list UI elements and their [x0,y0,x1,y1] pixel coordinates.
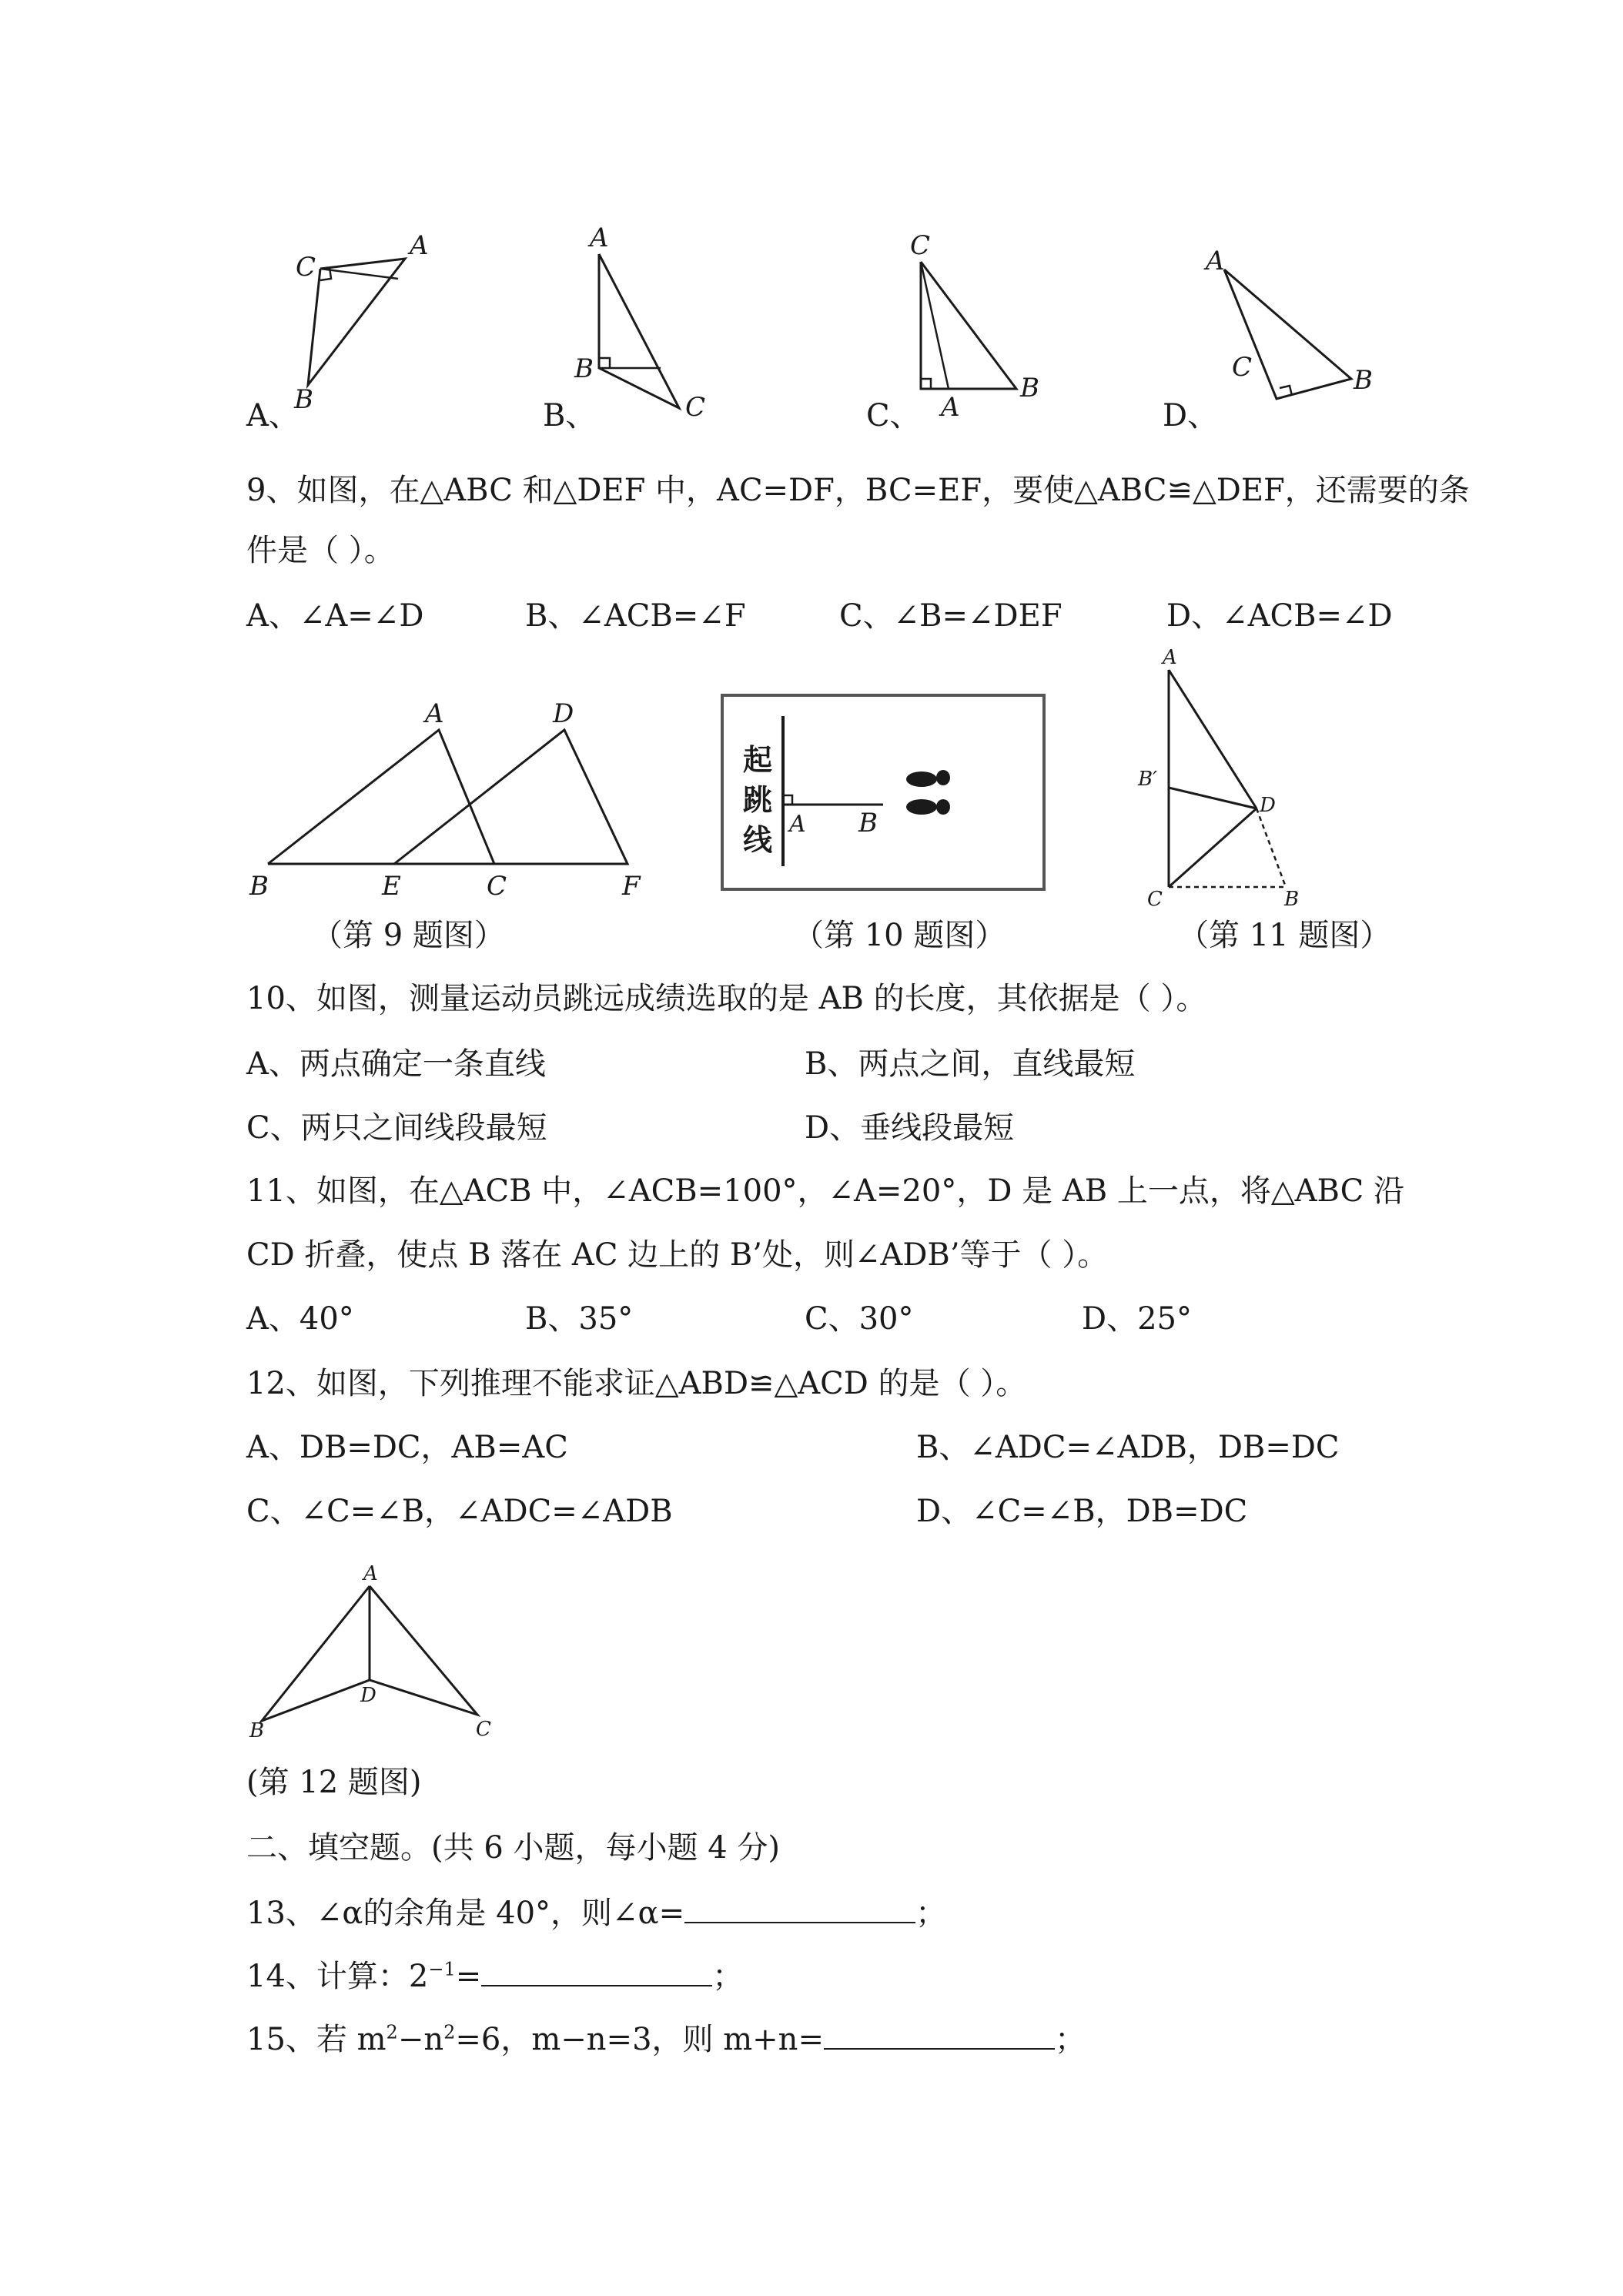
q15-prefix: 15、若 m [246,2022,387,2057]
q12-option-c[interactable]: C、∠C=∠B，∠ADC=∠ADB [246,1494,673,1529]
q10-board-char-3: 线 [743,822,773,857]
q11-option-b[interactable]: B、35° [525,1301,634,1337]
q9-stem-line2: 件是（ ）。 [246,533,395,568]
q11-label-B-prime: B′ [1138,768,1158,791]
q14-equals: = [455,1959,482,1994]
q11-label-D: D [1260,794,1276,817]
q9-label-F: F [622,871,641,902]
q9-label-D: D [553,698,574,729]
q12-stem: 12、如图，下列推理不能求证△ABD≌△ACD 的是（ ）。 [246,1366,1027,1401]
q8-figure-a [285,223,454,431]
q13-answer-blank[interactable] [684,1893,915,1923]
q12-figure [246,1555,508,1748]
q15-mid: −n [397,2022,444,2057]
q15-rest: =6，m−n=3，则 m+n= [455,2022,824,2057]
q9-option-d[interactable]: D、∠ACB=∠D [1166,598,1393,634]
q12-label-C: C [476,1718,491,1741]
q8c-label-C: C [910,230,931,261]
q15-answer-blank[interactable] [824,2019,1055,2050]
q12-option-d[interactable]: D、∠C=∠B，DB=DC [916,1494,1248,1529]
q8-option-a-label: A、 [246,398,300,433]
q12-label-B: B [249,1719,265,1742]
q11-figure [1132,647,1317,909]
q14-line [246,1956,743,1996]
q9-label-A: A [425,698,444,729]
q10-option-c[interactable]: C、两只之间线段最短 [246,1110,547,1146]
q8d-label-B: B [1354,365,1373,396]
q15-suffix: ； [1054,2022,1086,2057]
q11-stem-line1: 11、如图，在△ACB 中，∠ACB=100°，∠A=20°，D 是 AB 上一点，将△ABC 沿 [246,1173,1404,1209]
q9-option-a[interactable]: A、∠A=∠D [246,598,424,634]
q11-option-d[interactable]: D、25° [1082,1301,1192,1337]
q9-label-C: C [487,871,507,902]
q8-option-d-label: D、 [1163,398,1219,433]
q14-answer-blank[interactable] [481,1956,712,1986]
q10-board-char-2: 跳 [743,782,773,817]
q8b-label-B: B [574,353,594,384]
q11-stem-line2: CD 折叠，使点 B 落在 AC 边上的 B’处，则∠ADB’等于（ ）。 [246,1237,1109,1273]
q10-option-d[interactable]: D、垂线段最短 [805,1110,1015,1146]
q14-prefix: 14、计算：2 [246,1959,429,1994]
q10-label-A: A [789,811,806,838]
q8-option-b-label: B、 [543,398,597,433]
q11-option-c[interactable]: C、30° [805,1301,914,1337]
q12-option-b[interactable]: B、∠ADC=∠ADB，DB=DC [916,1430,1340,1465]
q12-option-a[interactable]: A、DB=DC，AB=AC [246,1430,568,1465]
q9-figure-caption: （第 9 题图） [312,918,505,953]
q8a-label-C: C [296,252,316,283]
q9-label-E: E [382,871,401,902]
q10-figure [720,693,1051,893]
q11-label-A: A [1163,646,1177,669]
q11-option-a[interactable]: A、40° [246,1301,354,1337]
q10-figure-caption: （第 10 题图） [793,918,1006,953]
q9-label-B: B [249,871,269,902]
q8-option-c-label: C、 [866,398,921,433]
q13-suffix: ； [915,1896,947,1931]
section2-heading: 二、填空题。(共 6 小题，每小题 4 分) [246,1830,780,1866]
q14-exponent: −1 [428,1958,456,1980]
q8d-label-C: C [1232,352,1253,383]
q9-option-b[interactable]: B、∠ACB=∠F [525,598,746,634]
q9-option-c[interactable]: C、∠B=∠DEF [839,598,1062,634]
q10-label-B: B [858,808,878,838]
q10-board-char-1: 起 [743,742,773,777]
q10-option-b[interactable]: B、两点之间，直线最短 [805,1046,1136,1082]
q15-line [246,2019,1086,2059]
q12-label-D: D [360,1684,376,1707]
q8a-label-B: B [294,384,313,415]
q11-label-C: C [1147,888,1163,911]
q8c-label-A: A [941,392,960,423]
q8a-label-A: A [410,230,429,261]
q13-line [246,1893,946,1933]
q8-figure-d [1193,223,1378,431]
q12-figure-caption: (第 12 题图) [246,1765,422,1800]
q9-stem-line1: 9、如图，在△ABC 和△DEF 中，AC=DF，BC=EF，要使△ABC≌△DEF，还需要的条 [246,473,1470,508]
q10-option-a[interactable]: A、两点确定一条直线 [246,1046,546,1082]
q11-label-B: B [1284,888,1300,911]
q13-prefix: 13、∠α的余角是 40°，则∠α= [246,1896,685,1931]
footprints-icon [906,770,950,815]
q9-figure [246,693,662,909]
q8b-label-C: C [685,392,706,423]
q15-square-2: 2 [443,2021,456,2043]
q8c-label-B: B [1020,373,1039,403]
q12-label-A: A [363,1562,378,1585]
q8b-label-A: A [590,223,609,253]
q11-figure-caption: （第 11 题图） [1178,918,1391,953]
q15-square-1: 2 [386,2021,398,2043]
q8d-label-A: A [1206,246,1225,276]
q10-stem: 10、如图，测量运动员跳远成绩选取的是 AB 的长度，其依据是（ ）。 [246,981,1207,1016]
q14-suffix: ； [712,1959,744,1994]
